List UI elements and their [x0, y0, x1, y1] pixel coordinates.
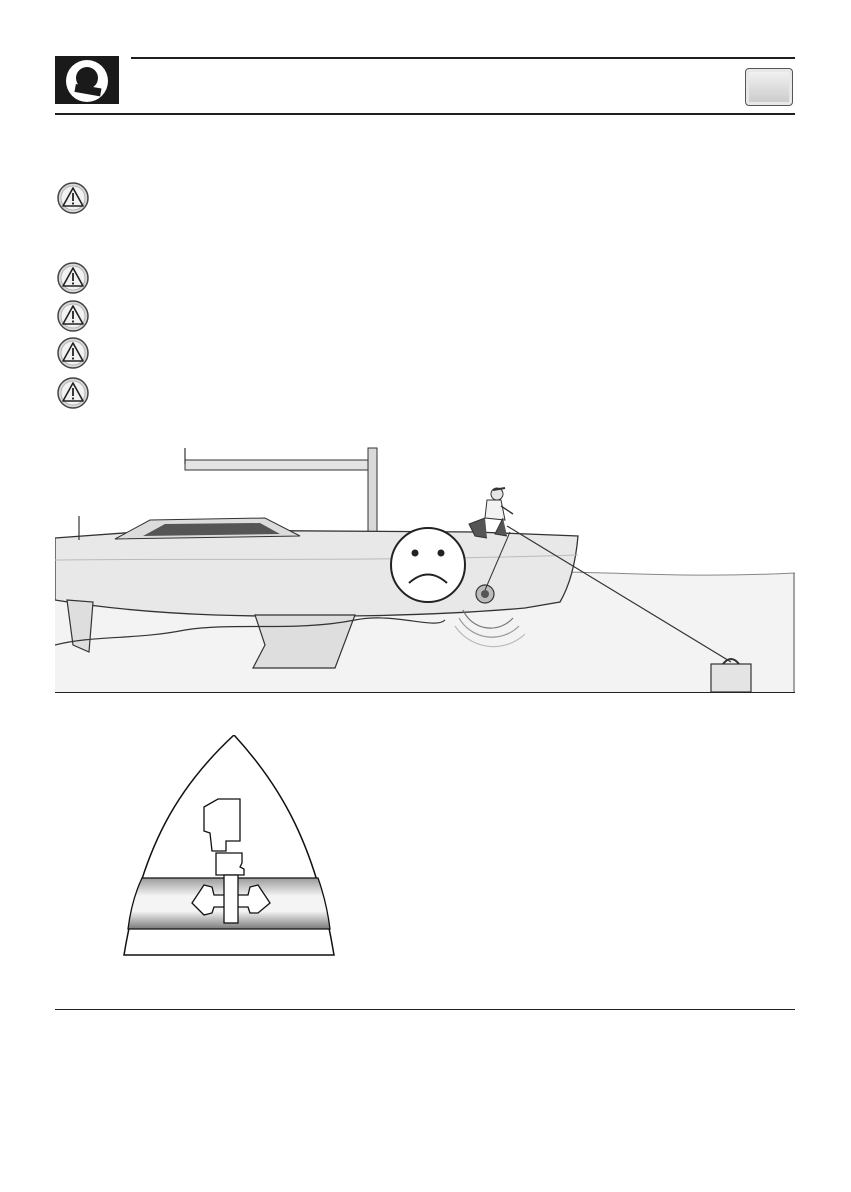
language-tab[interactable]	[745, 68, 793, 106]
sailboat-illustration	[55, 440, 795, 695]
sad-face-icon	[391, 528, 465, 602]
header	[0, 0, 851, 120]
warning-item	[55, 298, 795, 334]
warning-triangle-icon	[57, 377, 89, 409]
warning-item	[55, 180, 795, 216]
header-top-rule	[131, 57, 795, 59]
warning-item	[55, 335, 795, 371]
warning-item	[55, 375, 795, 411]
warning-triangle-icon	[57, 300, 89, 332]
header-bottom-rule	[55, 113, 795, 115]
warning-triangle-icon	[57, 337, 89, 369]
anchor-weight-icon	[711, 659, 751, 692]
warning-list	[55, 180, 795, 410]
warning-triangle-icon	[57, 182, 89, 214]
crouching-sailor-icon	[469, 488, 513, 538]
footer-divider	[55, 1009, 795, 1010]
hull-cross-section-icon	[120, 735, 340, 957]
warning-item	[55, 260, 795, 296]
illustration-divider	[55, 692, 795, 693]
warning-triangle-icon	[57, 262, 89, 294]
quick-q-logo-icon	[55, 56, 119, 104]
